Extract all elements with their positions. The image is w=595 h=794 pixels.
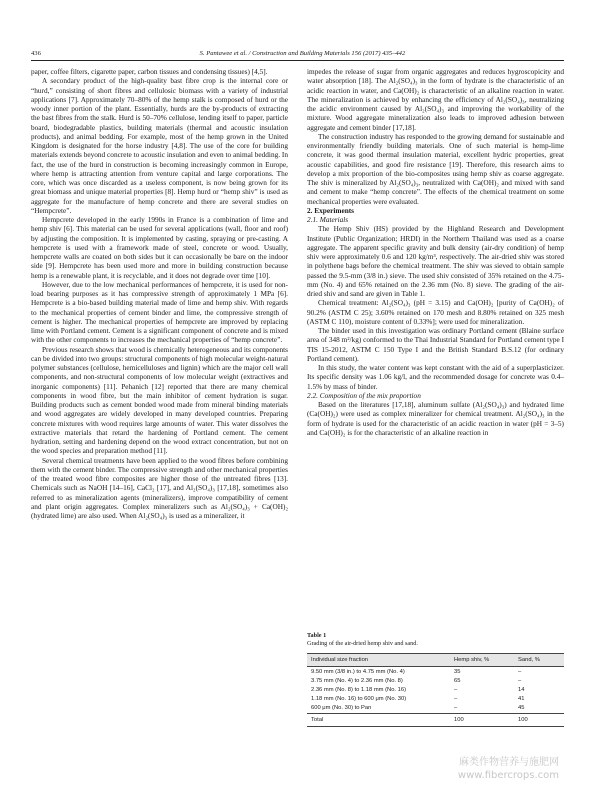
- paragraph: Chemical treatment: Al₂(SO₄)₃ (pH = 3.15) and Ca(OH)₂ [purity of Ca(OH)₂ of 90.2% (ASTM C 25); 3.60% retained on 170 mesh and 8.80% retained on 325 mesh (ASTM C 110), moisture content of 0.33%]; were used for mineralization.: [307, 298, 564, 326]
- paragraph: However, due to the low mechanical performances of hempcrete, it is used for non-load bearing purposes as it has compressive strength of approximately 1 MPa [6]. Hempcrete is a bio-based building material made of lime and hemp shiv. With regards to the mechanical properties of cement binder and lime, the compressive strength of cement is higher. The mechanical properties of hempcrete are improved by replacing lime with Portland cement. Cement is a significant component of concrete and is mixed with the other components to increases the mechanical properties of “hemp concrete”.: [31, 279, 288, 345]
- table-cell: 600 μm (No. 30) to Pan: [311, 705, 372, 712]
- column-header: Individual size fraction: [307, 654, 450, 667]
- paragraph: Several chemical treatments have been applied to the wood fibres before combining them with the cement binder. The compressive strength and other mechanical properties of the treated wood fibre composites are higher those of the untreated fibres [13]. Chemicals such as NaOH [14–16], CaCl₂ [17], and Al₂(SO₄)₃ [17,18], sometimes also referred to as mineralization agents (mineralizers), improve compatibility of cement and plant origin aggregates. Complex mineralizers such as Al₂(SO₄)₃ + Ca(OH)₂ (hydrated lime) are also used. When Al₂(SO₄)₃ is used as a mineralizer, it: [31, 455, 288, 520]
- table-cell: 1.18 mm (No. 16) to 600 μm (No. 30): [311, 696, 407, 703]
- table-cell: 2.36 mm (No. 8) to 1.18 mm (No. 16): [311, 686, 407, 693]
- paragraph: paper, coffee filters, cigarette paper, carbon tissues and condensing tissues) [4,5].: [31, 67, 268, 76]
- table-cell: –: [454, 705, 458, 712]
- subsection-heading: 2.1. Materials: [307, 215, 349, 224]
- section-heading: 2. Experiments: [307, 205, 355, 215]
- table-row: [307, 695, 564, 704]
- journal-citation: S. Pantawee et al. / Construction and Building Materials 156 (2017) 435–442: [199, 49, 406, 57]
- paragraph: The binder used in this investigation was ordinary Portland cement (Blaine surface area of 348 m²/kg) conformed to the Thai Industrial Standard for Portland cement type I TIS 15-2012, ASTM C 150 Type I and the British Standard B.S.12 (for ordinary Portland cement).: [307, 326, 564, 363]
- paragraph: Based on the literatures [17,18], aluminum sulfate (Al₂(SO₄)₃) and hydrated lime (Ca(OH)₂) were used as complex mineralizer for chemical treatment. Al₂(SO₄)₃ in the form of hydrate is used for the characteristic of an acidic reaction in water (pH = 3–5) and Ca(OH)₂ is for the characteristic of an alkaline reaction in: [307, 400, 564, 437]
- table-row: [307, 704, 564, 714]
- paragraph: In this study, the water content was kept constant with the aid of a superplasticizer. Its specific density was 1.06 kg/l, and the recommended dosage for concrete was 0.4–1.5% by mass of binder.: [307, 363, 564, 391]
- table-cell: 35: [454, 668, 461, 675]
- subsection-heading: 2.2. Composition of the mix proportion: [307, 390, 421, 400]
- header-rule: [31, 60, 564, 61]
- table-cell: 14: [518, 686, 525, 693]
- table-cell: Total: [307, 713, 450, 726]
- column-header: Hemp shiv, %: [450, 654, 514, 667]
- site-watermark: [458, 756, 559, 782]
- table-1: [307, 632, 564, 727]
- right-column: [307, 67, 564, 437]
- table-cell: –: [454, 696, 458, 703]
- table-cell: –: [454, 686, 458, 693]
- column-header: Sand, %: [514, 654, 564, 667]
- running-header: [31, 47, 564, 59]
- table-row: [307, 685, 564, 694]
- left-column: [31, 67, 288, 520]
- paragraph: The Hemp Shiv (HS) provided by the Highland Research and Development Institute (Public Organization; HRDI) in the Northern Thailand was used as a coarse aggregate. The apparent specific gravity and bulk density (air-dry condition) of hemp shiv were approximately 0.6 and 120 kg/m³, respectively. The air-dried shiv was stored in polythene bags before the chemical treatment. The shiv was sieved to obtain sample passed the 9.5-mm (3/8 in.) sieve. The used shiv consisted of 35% retained on the 4.75-mm (No. 4) and 65% retained on the 2.36 mm (No. 8) sieve. The grading of the air-dried shiv and sand are given in Table 1.: [307, 224, 564, 298]
- table-cell: 100: [514, 713, 564, 726]
- table-header-row: [307, 654, 564, 667]
- table-cell: 3.75 mm (No. 4) to 2.36 mm (No. 8): [311, 677, 403, 684]
- table-total-row: [307, 713, 564, 726]
- table-cell: 9.50 mm (3/8 in.) to 4.75 mm (No. 4): [311, 668, 405, 675]
- paragraph: The construction industry has responded to the growing demand for sustainable and environmentally friendly building materials. One of such material is hemp-lime concrete, it was good thermal insulation material, excellent hydric properties, great acoustic capabilities, and good fire resistance [19]. Therefore, this research aims to develop a mix proportion of the bio-composites using hemp shiv as coarse aggregate. The shiv is mineralized by Al₂(SO₄)₃, neutralized with Ca(OH)₂ and mixed with sand and cement to make “hemp concrete”. The effects of the chemical treatment on some mechanical properties were evaluated.: [307, 131, 564, 206]
- table-row: [307, 676, 564, 685]
- table-caption: Grading of the air-dried hemp shiv and sand.: [307, 640, 418, 647]
- watermark-line: www.fibercrops.com: [457, 770, 559, 781]
- paragraph: A secondary product of the high-quality bast fibre crop is the internal core or “hurd,” consisting of short fibres and cellulosic biomass with a variety of industrial applications [7]. Approximately 70–80% of the hemp stalk is composed of hurd or the woody inner portion of the plant. Essentially, hurds are the by-products of extracting the bast fibres from the stalk. Hurd is 50–70% cellulose, lending itself to paper, particle board, biodegradable plastics, building materials (thermal and acoustic insulation products), and animal bedding. For example, most of the hemp grown in the United Kingdom is designated for the horse industry [4,8]. The use of the core for building materials extends beyond concrete to acoustic insulation and even to animal bedding. In fact, the use of the hurd in construction is becoming increasingly common in Europe, where hemp is attracting attention from venture capital and large corporations. The core, which was once discarded as a useless component, is now being grown for its great biomass and unique material properties [8]. Hemp hurd or “hemp shiv” is used as aggregate for the manufacture of hemp concrete and there are several studies on “Hempcrete”.: [31, 76, 288, 215]
- table-cell: 45: [518, 705, 525, 712]
- table-cell: –: [518, 668, 522, 675]
- grading-table: [307, 653, 564, 727]
- table-cell: –: [518, 677, 522, 684]
- paragraph: Hempcrete developed in the early 1990s in France is a combination of lime and hemp shiv [6]. This material can be used for several applications (wall, floor and roof) by adjusting the composition. It is implemented by casting, spraying or pre-casting. A hempcrete is used with a framework made of steel, concrete or wood. Usually, hempcrete walls are coated on both sides but it can occasionally be bare on the indoor side [9]. Hempcrete has been used more and more in building construction because hemp is a renewable plant, it is recyclable, and it does not degrade over time [10].: [31, 215, 288, 280]
- table-cell: 100: [450, 713, 514, 726]
- table-title: Table 1: [307, 632, 327, 639]
- page-number: 436: [31, 49, 41, 57]
- paragraph: impedes the release of sugar from organic aggregates and reduces hygroscopicity and water absorption [18]. The Al₂(SO₄)₃ in the form of hydrate is the characteristic of an acidic reaction in water, and Ca(OH)₂ is characteristic of an alkaline reaction in water. The mineralization is achieved by enhancing the efficiency of Al₂(SO₄)₃, neutralizing the acidic environment caused by Al₂(SO₄)₃ and improving the workability of the mixture. Wood aggregate mineralization also leads to improved adhesion between aggregate and cement binder [17,18].: [307, 67, 564, 132]
- paragraph: Previous research shows that wood is chemically heterogeneous and its components can be divided into two groups: structural components of high molecular weight-natural polymer substances (cellulose, hemicelluloses and lignin) which are the major cell wall components, and non-structural components of low molecular weight (extractives and inorganic components) [11]. Pehanich [12] reported that there are many chemical components in wood fibre, but the main inhibitor of cement hydration is sugar. Building products such as cement bonded wood made from mineral binding materials and wood aggregates are widely developed in many developed countries. Preparing concrete mixtures with wood requires large amounts of water. This water dissolves the extractive materials that retard the hardening of Portland cement. The cement hydration, setting and hardening depend on the wood extract concentration, but not on the wood species and preparation method [11].: [31, 344, 288, 456]
- table-cell: 41: [518, 696, 525, 703]
- table-row: [307, 667, 564, 677]
- watermark-line: 麻类作物营养与施肥网: [459, 757, 559, 768]
- table-cell: 65: [454, 677, 461, 684]
